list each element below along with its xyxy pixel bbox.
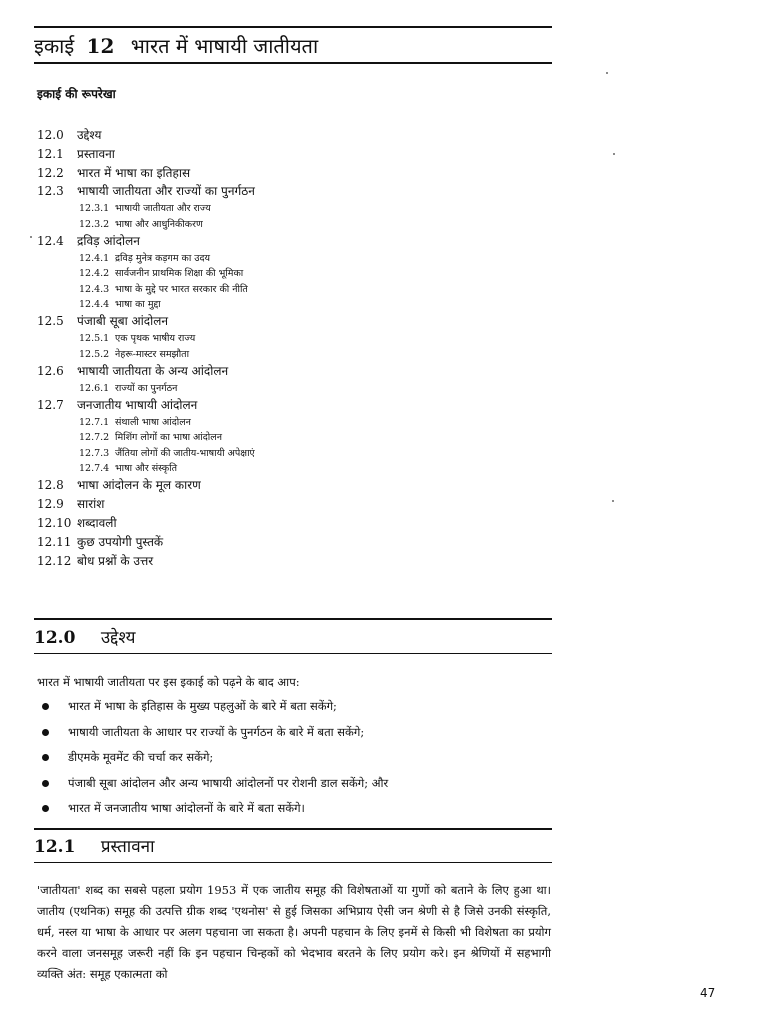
toc-item: [37, 232, 557, 251]
section-120-bottom-rule: [34, 653, 552, 654]
bullet-icon: [42, 729, 49, 736]
toc-subitem: [37, 217, 557, 232]
toc-text: संथाली भाषा आंदोलन: [115, 416, 191, 428]
objective-text: भारत में जनजातीय भाषा आंदोलनों के बारे में बता सकेंगे।: [68, 801, 305, 816]
toc-number: 12.7.3: [79, 447, 110, 459]
toc-number: 12.7: [37, 398, 64, 413]
toc-subitem: [37, 347, 557, 362]
toc-number: 12.11: [37, 534, 72, 549]
objective-text: पंजाबी सूबा आंदोलन और अन्य भाषायी आंदोलनों पर रोशनी डाल सकेंगे; और: [68, 775, 389, 790]
toc-number: 12.10: [37, 516, 72, 531]
toc-item: [37, 164, 557, 183]
toc-number: 12.3: [37, 184, 64, 199]
section-heading-objectives: [34, 627, 135, 649]
page-number: 47: [700, 986, 716, 1000]
bullet-icon: [42, 805, 49, 812]
toc-number: 12.3.2: [79, 218, 110, 230]
toc-number: 12.8: [37, 478, 64, 493]
toc-text: भाषा और आधुनिकीकरण: [115, 218, 203, 230]
objectives-intro: भारत में भाषायी जातीयता पर इस इकाई को पढ़ने के बाद आप:: [37, 675, 300, 689]
toc-number: 12.5: [37, 314, 64, 329]
toc-text: बोध प्रश्नों के उत्तर: [77, 553, 154, 568]
header-bottom-rule: [34, 62, 552, 64]
section-number: 12.0: [34, 628, 76, 648]
toc-number: 12.5.2: [79, 348, 110, 360]
section-number: 12.1: [34, 837, 76, 857]
toc-subitem: [37, 251, 557, 266]
toc-subitem: [37, 282, 557, 297]
section-title: प्रस्तावना: [100, 837, 155, 857]
toc-text: भाषा के मुद्दे पर भारत सरकार की नीति: [115, 283, 248, 295]
toc-text: भाषायी जातीयता के अन्य आंदोलन: [77, 363, 229, 378]
toc-number: 12.2: [37, 165, 64, 180]
toc-text: शब्दावली: [77, 516, 117, 531]
toc-number: 12.5.1: [79, 333, 110, 345]
introduction-paragraph: [37, 880, 551, 985]
toc-number: 12.4.4: [79, 298, 110, 310]
header-top-rule: [34, 26, 552, 28]
toc-text: राज्यों का पुनर्गठन: [115, 382, 178, 394]
toc-item: [37, 476, 557, 495]
objectives-list: [37, 694, 557, 822]
toc-subitem: [37, 266, 557, 281]
toc-number: 12.0: [37, 128, 64, 142]
objective-text: भारत में भाषा के इतिहास के मुख्य पहलुओं के बारे में बता सकेंगे;: [68, 699, 337, 714]
toc-number: 12.1: [37, 146, 64, 161]
toc-item: [37, 312, 557, 331]
toc-item: [37, 126, 557, 145]
toc-subitem: [37, 430, 557, 445]
section-120-top-rule: [34, 618, 552, 620]
toc-number: 12.7.1: [79, 416, 110, 428]
toc-number: 12.12: [37, 553, 72, 568]
toc-number: 12.9: [37, 497, 64, 512]
toc-number: 12.6: [37, 363, 64, 378]
section-title: उद्देश्य: [100, 628, 136, 648]
toc-number: 12.7.2: [79, 432, 110, 444]
section-121-bottom-rule: [34, 862, 552, 863]
toc-text: पंजाबी सूबा आंदोलन: [77, 314, 169, 329]
scan-speck: [613, 153, 615, 155]
unit-word: इकाई: [34, 34, 75, 58]
toc-text: जनजातीय भाषायी आंदोलन: [77, 398, 198, 413]
section-heading-introduction: [34, 836, 154, 858]
toc-text: सार्वजनीन प्राथमिक शिक्षा की भूमिका: [115, 268, 244, 280]
objective-item: [37, 771, 557, 797]
toc-text: भाषा का मुद्दा: [115, 298, 161, 310]
paragraph-text: 'जातीयता' शब्द का सबसे पहला प्रयोग 1953 में एक जातीय समूह की विशेषताओं या गुणों को बताने के लिए हुआ था। जातीय (एथनिक) समूह की उत्पत्ति ग्रीक शब्द 'एथनोस' से हुई जिसका अभिप्राय ऐसी जन श्रेणी से है जिसे उनकी संस्कृति, धर्म, नस्ल या भाषा के आधार पर अलग पहचाना जा सकता है। अपनी पहचान के लिए इनमें से किसी भी विशेषता का प्रयोग करने वाला जनसमूह जरूरी नहीं कि इन पहचान चिन्हकों को भेदभाव बरतने के लिए प्रयोग करे। इन श्रेणियों में सहभागी व्यक्ति अंत: समूह एकात्मता को: [37, 883, 551, 981]
toc-item: [37, 145, 557, 164]
toc-text: सारांश: [77, 497, 105, 512]
toc-subitem: [37, 297, 557, 312]
toc-text: प्रस्तावना: [77, 146, 115, 161]
toc-subitem: [37, 331, 557, 346]
toc-item: [37, 495, 557, 514]
scan-speck: [30, 236, 32, 238]
toc-item: [37, 514, 557, 533]
toc-item: [37, 533, 557, 552]
toc-text: नेहरू-मास्टर समझौता: [115, 348, 190, 360]
unit-title: [34, 34, 318, 58]
toc-subitem: [37, 461, 557, 476]
toc-text: द्रविड़ आंदोलन: [77, 233, 140, 248]
objective-item: [37, 694, 557, 720]
objective-item: [37, 745, 557, 771]
toc-subitem: [37, 201, 557, 216]
toc-text: भारत में भाषा का इतिहास: [77, 165, 191, 180]
toc-text: भाषायी जातीयता और राज्यों का पुनर्गठन: [77, 184, 255, 199]
toc-number: 12.4.2: [79, 268, 110, 280]
toc-subitem: [37, 381, 557, 396]
objective-text: डीएमके मूवमेंट की चर्चा कर सकेंगे;: [68, 750, 214, 765]
toc-subitem: [37, 446, 557, 461]
toc-text: भाषा और संस्कृति: [115, 463, 178, 475]
unit-title-text: भारत में भाषायी जातीयता: [130, 34, 319, 58]
section-121-top-rule: [34, 828, 552, 830]
scan-speck: [612, 500, 614, 502]
toc-number: 12.4.3: [79, 283, 110, 295]
toc-text: कुछ उपयोगी पुस्तकें: [77, 534, 164, 549]
toc-item: [37, 396, 557, 415]
toc-text: द्रविड़ मुनेत्र कड़गम का उदय: [115, 252, 211, 264]
toc-item: [37, 182, 557, 201]
toc-number: 12.3.1: [79, 203, 110, 215]
toc-text: जैंतिया लोगों की जातीय-भाषायी अपेक्षाएं: [115, 447, 255, 459]
objective-text: भाषायी जातीयता के आधार पर राज्यों के पुनर्गठन के बारे में बता सकेंगे;: [68, 724, 365, 739]
toc-item: [37, 362, 557, 381]
toc-text: भाषा आंदोलन के मूल कारण: [77, 478, 201, 493]
toc-text: भाषायी जातीयता और राज्य: [115, 203, 211, 215]
objective-item: [37, 720, 557, 746]
toc-number: 12.6.1: [79, 382, 110, 394]
table-of-contents: [37, 126, 557, 570]
toc-number: 12.4: [37, 233, 64, 248]
bullet-icon: [42, 780, 49, 787]
bullet-icon: [42, 703, 49, 710]
bullet-icon: [42, 754, 49, 761]
toc-item: [37, 552, 557, 571]
toc-number: 12.7.4: [79, 463, 110, 475]
toc-text: मिशिंग लोगों का भाषा आंदोलन: [115, 432, 222, 444]
unit-number: 12: [86, 34, 115, 58]
toc-subitem: [37, 415, 557, 430]
objective-item: [37, 796, 557, 822]
scan-speck: [606, 72, 608, 74]
toc-text: उद्देश्य: [77, 128, 102, 142]
toc-text: एक पृथक भाषीय राज्य: [115, 333, 196, 345]
toc-number: 12.4.1: [79, 252, 110, 264]
outline-heading: इकाई की रूपरेखा: [37, 87, 116, 101]
